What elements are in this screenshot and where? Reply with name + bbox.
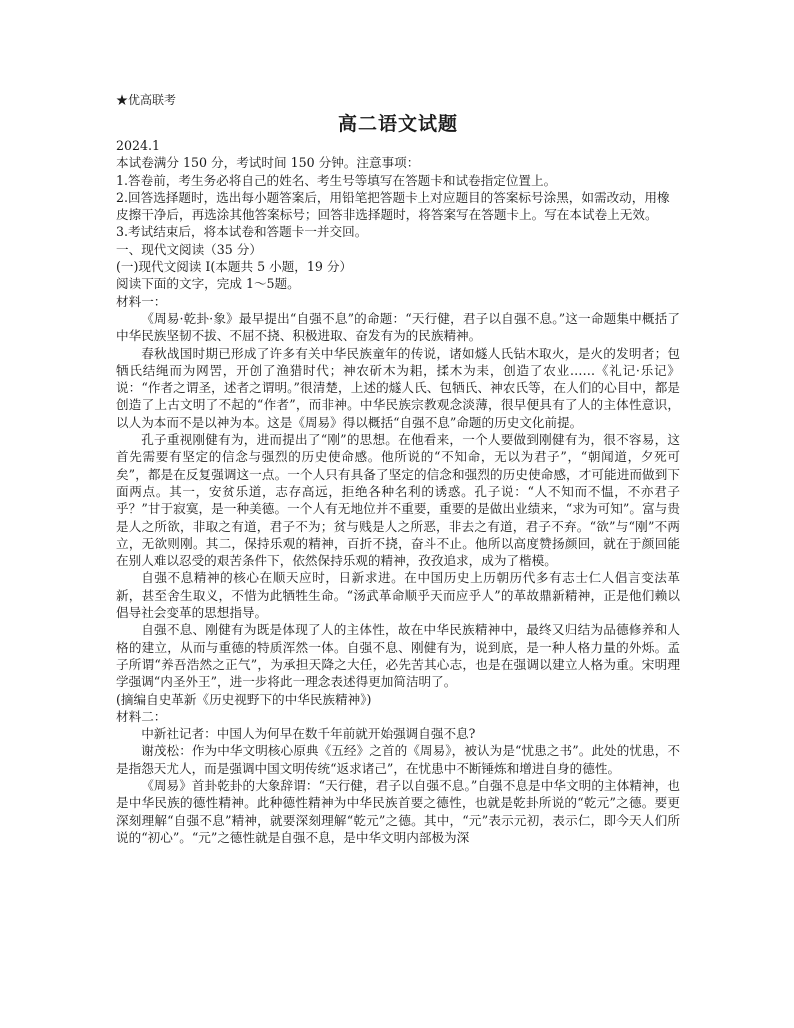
material1-source: (摘编自史革新《历史视野下的中华民族精神》) (116, 691, 372, 707)
instruction-1: 1.答卷前，考生务必将自己的姓名、考生号等填写在答题卡和试卷指定位置上。 (116, 172, 557, 188)
material1-paragraph: 孔子重视刚健有为，进而提出了“刚”的思想。在他看来，一个人要做到刚健有为，很不容易，这首先需要有坚定的信念与强烈的历史使命感。他所说的“不知命，无以为君子”，“朝闻道，夕死可矣”，都是在反复强调这一点。一个人只有具备了坚定的信念和强烈的历史使命感，才可能进而做到下面两点。其一，安贫乐道，志存高远，拒绝各种名利的诱惑。孔子说：“人不知而不愠，不亦君子乎？”甘于寂寞，是一种美德。一个人有无地位并不重要，重要的是做出业绩来，“求为可知”。富与贵是人之所欲，非取之有道，君子不为；贫与贱是人之所恶，非去之有道，君子不弃。“欲”与“刚”不两立，无欲则刚。其二，保持乐观的精神，百折不挠，奋斗不止。他所以高度赞扬颜回，就在于颜回能在别人难以忍受的艰苦条件下，依然保持乐观的精神，孜孜追求，成为了楷模。 (116, 432, 680, 569)
material1-paragraph: 春秋战国时期已形成了许多有关中华民族童年的传说，诸如燧人氏钻木取火，是火的发明者；包牺氏结绳而为网罟，开创了渔猎时代；神农斫木为耜，揉木为耒，创造了农业……《礼记·乐记》说：“作者之谓圣，述者之谓明。”很清楚，上述的燧人氏、包牺氏、神农氏等，在人们的心目中，都是创造了上古文明了不起的“作者”，而非神。中华民族宗教观念淡薄，很早便具有了人的主体性意识，以人为本而不是以神为本。这是《周易》得以概括“自强不息”命题的历史文化前提。 (116, 345, 680, 430)
page-title: 高二语文试题 (337, 113, 458, 135)
material2-paragraph: 《周易》首卦乾卦的大象辞谓：“天行健，君子以自强不息。”自强不息是中华文明的主体精神，也是中华民族的德性精神。此种德性精神为中华民族首要之德性，也就是乾卦所说的“乾元”之德。要更深刻理解“自强不息”精神，就要深刻理解“乾元”之德。其中，“元”表示元初，表示仁，即今天人们所说的“初心”。“元”之德性就是自强不息，是中华文明内部极为深 (116, 777, 680, 845)
section-prompt: 阅读下面的文字，完成 1～5题。 (116, 276, 300, 292)
instruction-3: 3.考试结束后，将本试卷和答题卡一并交回。 (116, 224, 368, 240)
material1-paragraph: 自强不息、刚健有为既是体现了人的主体性，故在中华民族精神中，最终又归结为品德修养和人格的建立，从而与重德的特质浑然一体。自强不息、刚健有为，说到底，是一种人格力量的外烁。孟子所谓“养吾浩然之正气”，为承担天降之大任，必先苦其心志，也是在强调以建立人格为重。宋明理学强调“内圣外王”，进一步将此一理念表述得更加简洁明了。 (116, 622, 680, 690)
material1-label: 材料一： (116, 293, 167, 309)
instruction-2: 2.回答选择题时，选出每小题答案后，用铅笔把答题卡上对应题目的答案标号涂黑，如需改动，用橡皮擦干净后，再选涂其他答案标号；回答非选择题时，将答案写在答题卡上。写在本试卷上无效。 (116, 189, 670, 223)
material2-paragraph: 中新社记者：中国人为何早在数千年前就开始强调自强不息? (141, 726, 476, 742)
material1-paragraph: 《周易·乾卦·象》最早提出“自强不息”的命题：“天行健，君子以自强不息。”这一命题集中概括了中华民族坚韧不拔、不屈不挠、积极进取、奋发有为的民族精神。 (116, 310, 680, 344)
exam-date: 2024.1 (116, 138, 161, 153)
exam-page (116, 92, 680, 846)
section-heading: 一、现代文阅读（35 分） (116, 241, 262, 257)
material2-label: 材料二： (116, 708, 167, 724)
material2-paragraph: 谢茂松：作为中华文明核心原典《五经》之首的《周易》，被认为是“忧患之书”。此处的忧患，不是指怨天尤人，而是强调中国文明传统“返求诸己”，在忧患中不断锤炼和增进自身的德性。 (116, 743, 680, 776)
section-subheading: (一)现代文阅读 I(本题共 5 小题，19 分） (116, 259, 353, 275)
instruction-intro: 本试卷满分 150 分，考试时间 150 分钟。注意事项： (116, 155, 420, 171)
material1-paragraph: 自强不息精神的核心在顺天应时，日新求进。在中国历史上历朝历代多有志士仁人倡言变法革新，甚至舍生取义，不惜为此牺牲生命。“汤武革命顺乎天而应乎人”的革故鼎新精神，正是他们赖以倡导社会变革的思想指导。 (116, 570, 680, 621)
brand-label: ★优高联考 (116, 93, 177, 107)
